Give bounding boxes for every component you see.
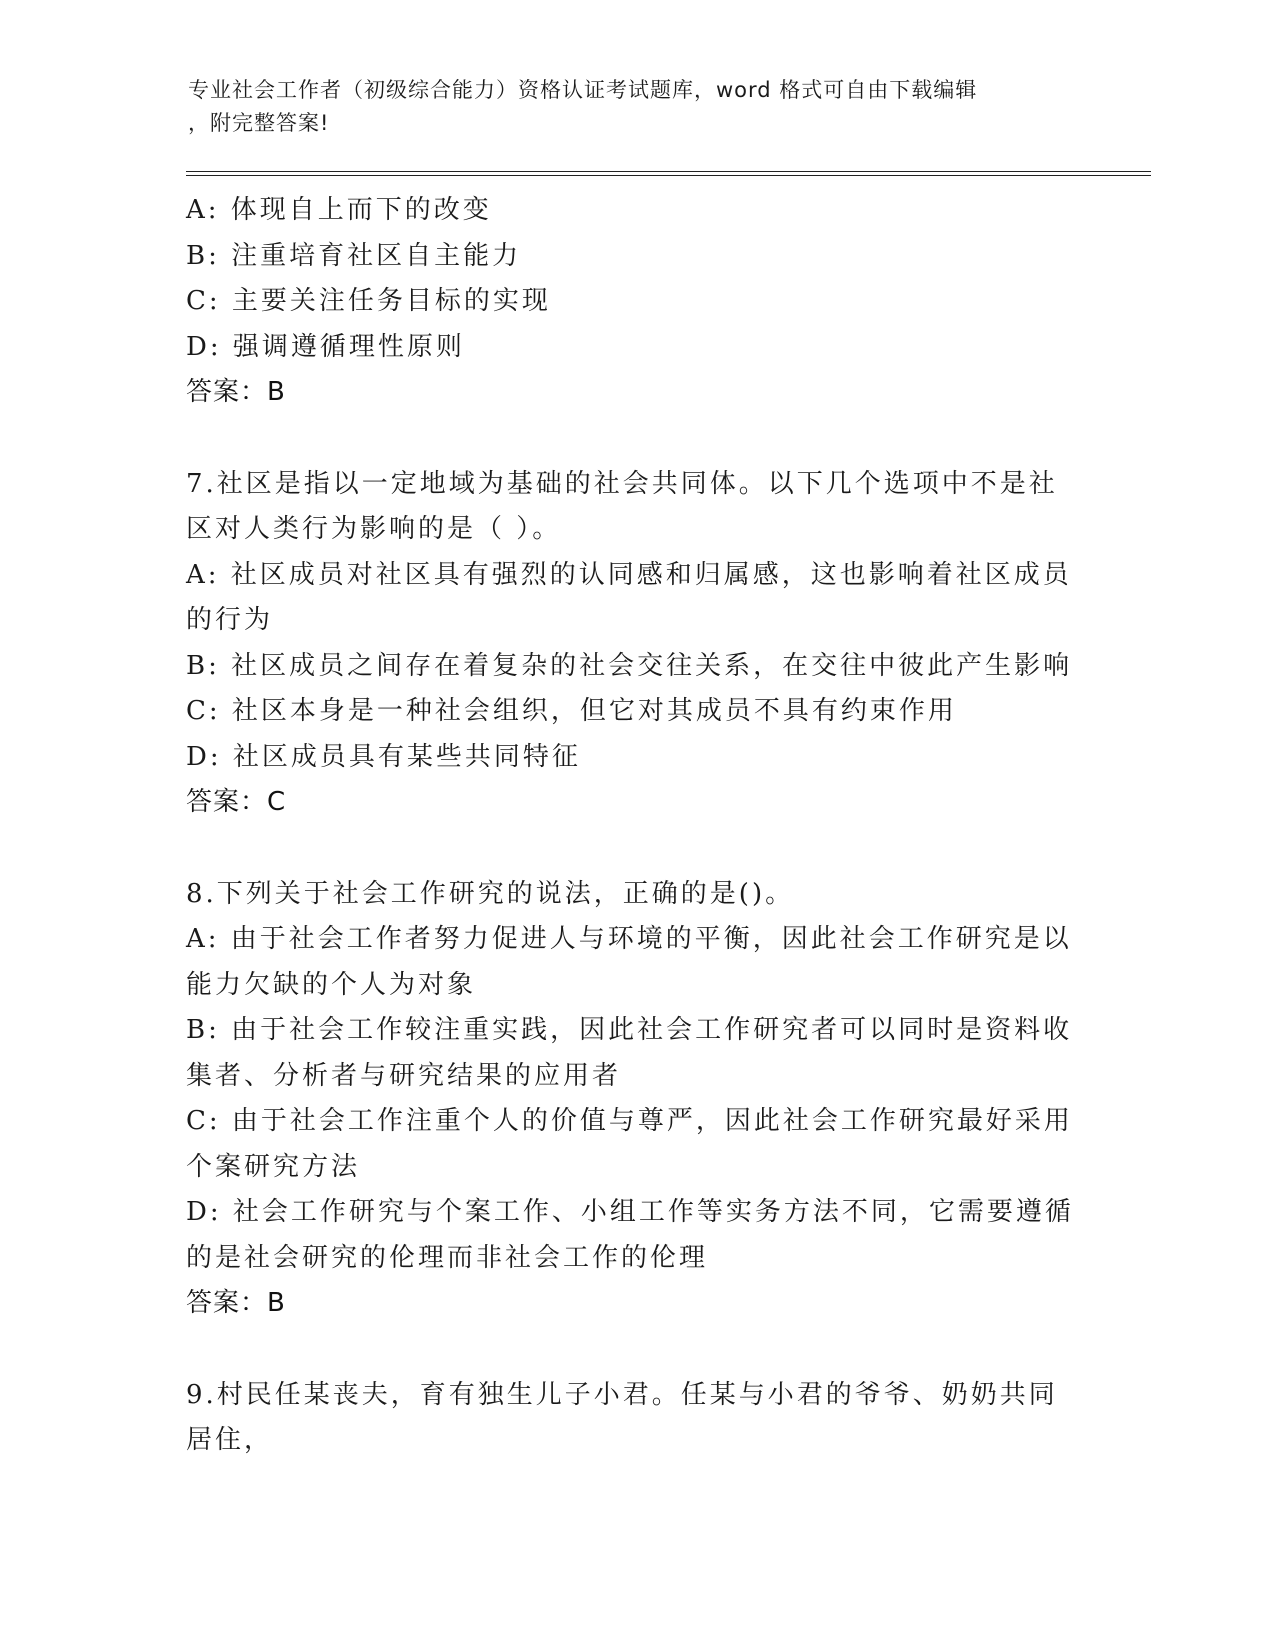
option-a-continued: 的行为 <box>186 605 274 635</box>
option-b: B: 注重培育社区自主能力 <box>186 240 522 271</box>
option-a-continued: 能力欠缺的个人为对象 <box>186 969 477 1000</box>
answer-label: 答案：C <box>186 787 287 817</box>
option-c: C: 由于社会工作注重个人的价值与尊严，因此社会工作研究最好采用 <box>186 1106 1073 1136</box>
option-d: D: 社区成员具有某些共同特征 <box>186 741 581 772</box>
question-8-block <box>186 872 1074 1327</box>
option-b: B: 由于社会工作较注重实践，因此社会工作研究者可以同时是资料收 <box>186 1015 1073 1045</box>
question-text: 居住， <box>186 1425 274 1455</box>
header-line-1: 专业社会工作者（初级综合能力）资格认证考试题库，word 格式可自由下载编辑 <box>188 78 978 102</box>
document-header <box>188 74 1088 140</box>
question-6-block <box>186 188 1066 416</box>
option-a: A: 由于社会工作者努力促进人与环境的平衡，因此社会工作研究是以 <box>186 924 1072 954</box>
header-rule-bottom <box>186 175 1151 176</box>
header-line-2: ，附完整答案! <box>188 111 330 135</box>
question-text: 7.社区是指以一定地域为基础的社会共同体。以下几个选项中不是社 <box>186 468 1058 499</box>
question-9-block <box>186 1373 1066 1464</box>
option-d: D: 强调遵循理性原则 <box>186 331 465 362</box>
option-d: D: 社会工作研究与个案工作、小组工作等实务方法不同，它需要遵循 <box>186 1197 1074 1227</box>
question-7-block <box>186 462 1073 826</box>
option-b: B: 社区成员之间存在着复杂的社会交往关系，在交往中彼此产生影响 <box>186 650 1073 681</box>
option-c-continued: 个案研究方法 <box>186 1151 361 1182</box>
question-text: 9.村民任某丧夫，育有独生儿子小君。任某与小君的爷爷、奶奶共同 <box>186 1379 1058 1410</box>
option-a: A: 体现自上而下的改变 <box>186 195 492 225</box>
option-b-continued: 集者、分析者与研究结果的应用者 <box>186 1060 622 1091</box>
answer-label: 答案：B <box>186 1288 286 1318</box>
option-c: C: 社区本身是一种社会组织，但它对其成员不具有约束作用 <box>186 696 957 726</box>
answer-label: 答案：B <box>186 377 286 407</box>
option-d-continued: 的是社会研究的伦理而非社会工作的伦理 <box>186 1242 709 1273</box>
option-a: A: 社区成员对社区具有强烈的认同感和归属感，这也影响着社区成员 <box>186 559 1072 590</box>
question-content <box>186 188 1074 1464</box>
header-rule-top <box>186 171 1151 172</box>
question-text: 区对人类行为影响的是（ ）。 <box>186 514 562 544</box>
question-text: 8.下列关于社会工作研究的说法，正确的是()。 <box>186 878 795 909</box>
option-c: C: 主要关注任务目标的实现 <box>186 286 551 316</box>
